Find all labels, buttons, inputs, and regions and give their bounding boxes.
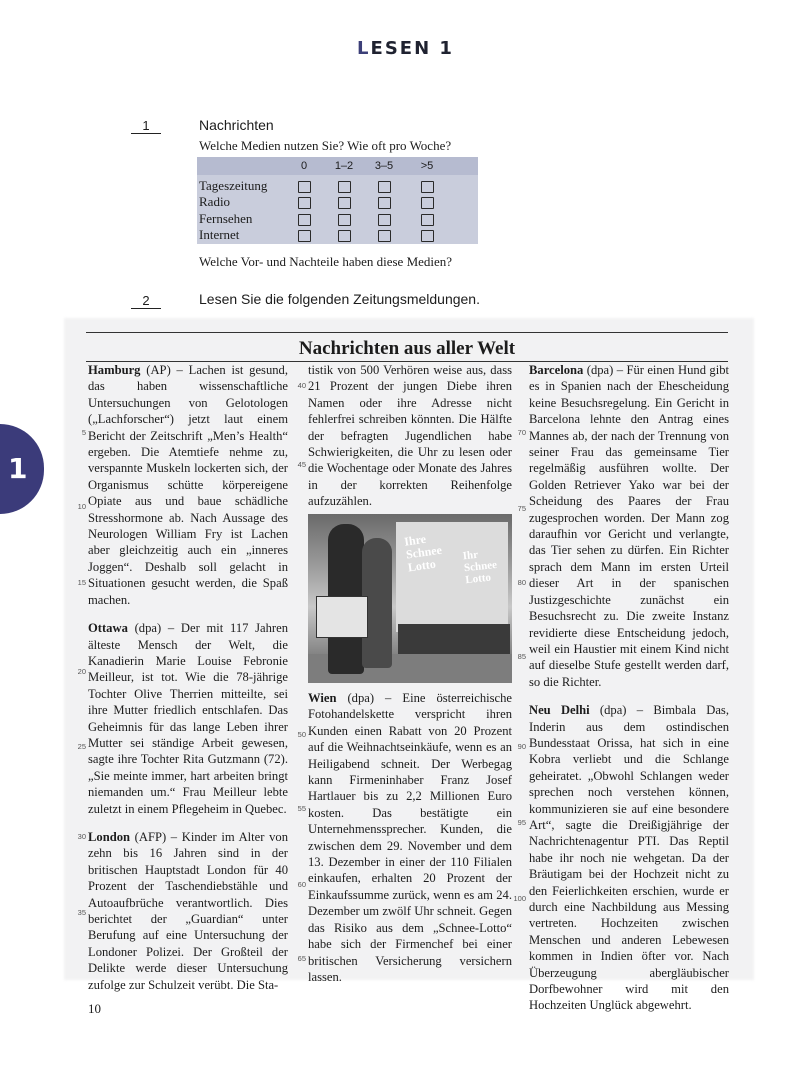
col-header-3-5: 3–5: [374, 160, 394, 172]
col-header-more-than-5: >5: [420, 160, 434, 172]
article-wien-agency: (dpa) –: [336, 691, 403, 705]
article-wien-text: Eine österreichische Fotohandelskette verspricht ihren Kunden einen Rabatt von 20 Prozent auf die Weihnachtseinkäufe, wenn es an Heiligabend schneit. Der Werbegag kann Firmeninhaber Franz Josef Hartlauer bis zu 2,2 Millionen Euro kosten. Das bestätigte ein Unternehmenssprecher. Kunden, die zwischen dem 29. November und dem 13. Dezember in einer der 110 Filialen einkaufen, erhalten 20 Prozent der Einkaufssumme zurück, wenn es am 24. Dezember um zwölf Uhr schneit. Gegen das Risiko aus dem „Schnee-Lotto“ habe sich der Firmenchef bei einer britischen Versicherung versichern lassen.: [308, 691, 512, 984]
page-number: 10: [88, 1001, 101, 1016]
line-number: 100: [513, 894, 526, 903]
checkbox-tageszeitung-0[interactable]: [298, 181, 311, 193]
checkbox-tageszeitung-more-than-5[interactable]: [421, 181, 434, 193]
photo-sign-text-2: Ihr Schnee Lotto: [462, 548, 498, 587]
shop-window-photo: [308, 514, 512, 683]
task1-followup: Welche Vor- und Nachteile haben diese Medien?: [199, 254, 453, 269]
checkbox-internet-1-2[interactable]: [338, 230, 351, 242]
article-london-agency: (AFP) –: [130, 829, 182, 844]
task1-number: 1: [131, 119, 161, 134]
newspaper-top-rule: [86, 332, 728, 333]
checkbox-fernsehen-3-5[interactable]: [378, 214, 391, 226]
row-label-internet: Internet: [199, 227, 240, 242]
line-number: 70: [517, 428, 526, 437]
line-number: 85: [517, 652, 526, 661]
line-number: 25: [77, 742, 86, 751]
line-number: 35: [77, 908, 86, 917]
line-number: 15: [77, 578, 86, 587]
row-label-fernsehen: Fernsehen: [199, 211, 253, 226]
checkbox-fernsehen-0[interactable]: [298, 214, 311, 226]
article-barcelona: [529, 362, 729, 690]
checkbox-radio-3-5[interactable]: [378, 197, 391, 209]
checkbox-internet-more-than-5[interactable]: [421, 230, 434, 242]
photo-counter: [398, 624, 510, 656]
col-header-1-2: 1–2: [334, 160, 354, 172]
article-barcelona-text: Für einen Hund gibt es in Spanien nach der Ehescheidung keine Besuchsregelung. Ein Gericht in Barcelona lehnte den Antrag eines Mannes ab, der nach der Trennung von seiner Frau das gemeinsame Tier regelmäßig ausführen wollte. Der Golden Retriever Yako war bei der Scheidung des Paares der Frau zugesprochen worden. Der Mann zog daraufhin vor Gericht und verlangte, das Tier sehen zu dürfen. Ein Richter sprach dem Mann im ersten Urteil dieser Art in der spanischen Justizgeschichte zunächst ein Besuchsrecht zu. Die zweite Instanz revidierte diese Entscheidung jedoch, weil ein Haustier mit einem Kind nicht auf dieselbe Stufe gestellt werden darf, so die Richter.: [529, 363, 729, 689]
article-wien-place: Wien: [308, 691, 337, 705]
line-number: 55: [297, 804, 306, 813]
line-number: 65: [297, 954, 306, 963]
article-hamburg-text: Lachen ist gesund, das haben wissenschaftliche Untersuchungen von Gelotologen („Lachforscher“) jetzt laut einem Bericht der Zeitschrift „Men’s Health“ ergeben. Die Atemtiefe nehme zu, verspannte Muskeln lockerten sich, der Organismus schütte körpereigene Opiate aus und baue schädliche Stresshormone ab. Nach Aussage des Neurologen William Fry ist Lachen aber gleichzeitig auch ein „inneres Joggen“. Deshalb soll gelacht in Situationen gesucht werden, die Spaß machen.: [88, 363, 288, 607]
photo-sign-text: Ihre Schnee Lotto: [403, 531, 443, 575]
line-number: 20: [77, 667, 86, 676]
checkbox-internet-0[interactable]: [298, 230, 311, 242]
line-number: 80: [517, 578, 526, 587]
line-number: 90: [517, 742, 526, 751]
article-hamburg: [88, 362, 288, 608]
line-number: 50: [297, 730, 306, 739]
line-number: 95: [517, 818, 526, 827]
article-wien: [308, 690, 512, 985]
line-number: 10: [77, 502, 86, 511]
article-neu-delhi-place: Neu Delhi: [529, 703, 590, 718]
page-title: [0, 38, 811, 59]
article-barcelona-place: Barcelona: [529, 363, 584, 377]
news-column-3: [529, 362, 729, 1014]
task2-number: 2: [131, 294, 161, 309]
article-ottawa-agency: (dpa) –: [127, 621, 181, 636]
photo-shopping-bag: [316, 596, 368, 638]
page-title-accent-letter: L: [357, 38, 371, 59]
media-usage-table: [197, 157, 478, 244]
line-number: 30: [77, 832, 86, 841]
chapter-tab-number: 1: [8, 452, 28, 485]
checkbox-fernsehen-more-than-5[interactable]: [421, 214, 434, 226]
article-hamburg-place: Hamburg: [88, 363, 141, 377]
news-column-2-lower: [308, 690, 512, 985]
page-title-rest: ESEN 1: [370, 38, 454, 59]
news-column-2: [308, 362, 512, 510]
row-label-tageszeitung: Tageszeitung: [199, 178, 268, 193]
article-ottawa: [88, 620, 288, 817]
article-ottawa-text: Der mit 117 Jahren älteste Mensch der Welt, die Kanadierin Marie Louise Febronie Meilleur, ist tot. Wie die 78-jährige Tochter Olive Therrien mitteilte, sei ihre Mutter friedlich entschlafen. Das Geheimnis für das lange Leben ihrer Mutter sei ständige Arbeit gewesen, sagte ihre Tochter Rita Gutzmann (72). „Sie meinte immer, hart arbeiten bringt niemanden um.“ Frau Meilleur lebte zuletzt in einem Pflegeheim in Quebec.: [88, 621, 288, 816]
line-number: 75: [517, 504, 526, 513]
checkbox-tageszeitung-3-5[interactable]: [378, 181, 391, 193]
line-number: 5: [81, 428, 86, 437]
news-column-1: [88, 362, 288, 993]
col-header-0: 0: [300, 160, 308, 172]
task1-title: Nachrichten: [199, 117, 274, 133]
checkbox-internet-3-5[interactable]: [378, 230, 391, 242]
line-number: 40: [297, 381, 306, 390]
newspaper-heading: Nachrichten aus aller Welt: [298, 338, 516, 359]
checkbox-radio-1-2[interactable]: [338, 197, 351, 209]
article-london-place: London: [88, 829, 131, 844]
article-london-continued: tistik von 500 Verhören weise aus, dass 21 Prozent der jungen Diebe ihren Namen oder ihre Adresse nicht fehlerfrei schreiben könnten. Die Hälfte der befragten Jugendlichen habe Schwierigkeiten, die Uhr zu lesen oder die Wochentage oder Monate des Jahres in der korrekten Reihenfolge aufzuzählen.: [308, 363, 512, 509]
checkbox-tageszeitung-1-2[interactable]: [338, 181, 351, 193]
row-label-radio: Radio: [199, 194, 231, 209]
checkbox-fernsehen-1-2[interactable]: [338, 214, 351, 226]
article-hamburg-agency: (AP) –: [140, 363, 189, 377]
article-neu-delhi: [529, 702, 729, 1014]
article-barcelona-agency: (dpa) –: [583, 363, 627, 377]
checkbox-radio-0[interactable]: [298, 197, 311, 209]
article-neu-delhi-agency: (dpa) –: [589, 703, 654, 718]
article-ottawa-place: Ottawa: [88, 621, 128, 636]
checkbox-radio-more-than-5[interactable]: [421, 197, 434, 209]
article-london-text: Kinder im Alter von zehn bis 16 Jahren sind in der britischen Hauptstadt London für 40 Prozent der Taschendiebstähle und Autoaufbrüche verantwortlich. Dies berichtet der „Guardian“ unter Berufung auf eine Untersuchung der Londoner Polizei. Der Großteil der Delikte werde dieser Untersuchung zufolge zur Schulzeit verübt. Die Sta-: [88, 829, 288, 992]
line-number: 60: [297, 880, 306, 889]
media-table-header: [197, 157, 478, 175]
article-london: [88, 829, 288, 993]
task2-title: Lesen Sie die folgenden Zeitungsmeldungen.: [199, 291, 480, 307]
line-number: 45: [297, 460, 306, 469]
task1-question: Welche Medien nutzen Sie? Wie oft pro Woche?: [199, 138, 452, 153]
article-neu-delhi-text: Bimbala Das, Inderin aus dem ostindischen Bundesstaat Orissa, hat sich in eine Kobra verliebt und die Schlange geheiratet. „Obwohl Schlangen weder sprechen noch verstehen können, kommunizieren sie auf eine besondere Art“, sagte die Dreißigjährige der Nachrichtenagentur PTI. Das Reptil habe ihr noch nie wehgetan. Da der Bräutigam bei der Hochzeit nicht zu den Feierlichkeiten erschien, wurde er durch eine Nachbildung aus Messing vertreten. Hochzeiten zwischen Menschen und anderen Lebewesen kommen in Indien öfter vor. Nach Überzeugung abergläubischer Dorfbewohner wird mit den Hochzeiten Unglück abgewehrt.: [529, 703, 729, 1013]
